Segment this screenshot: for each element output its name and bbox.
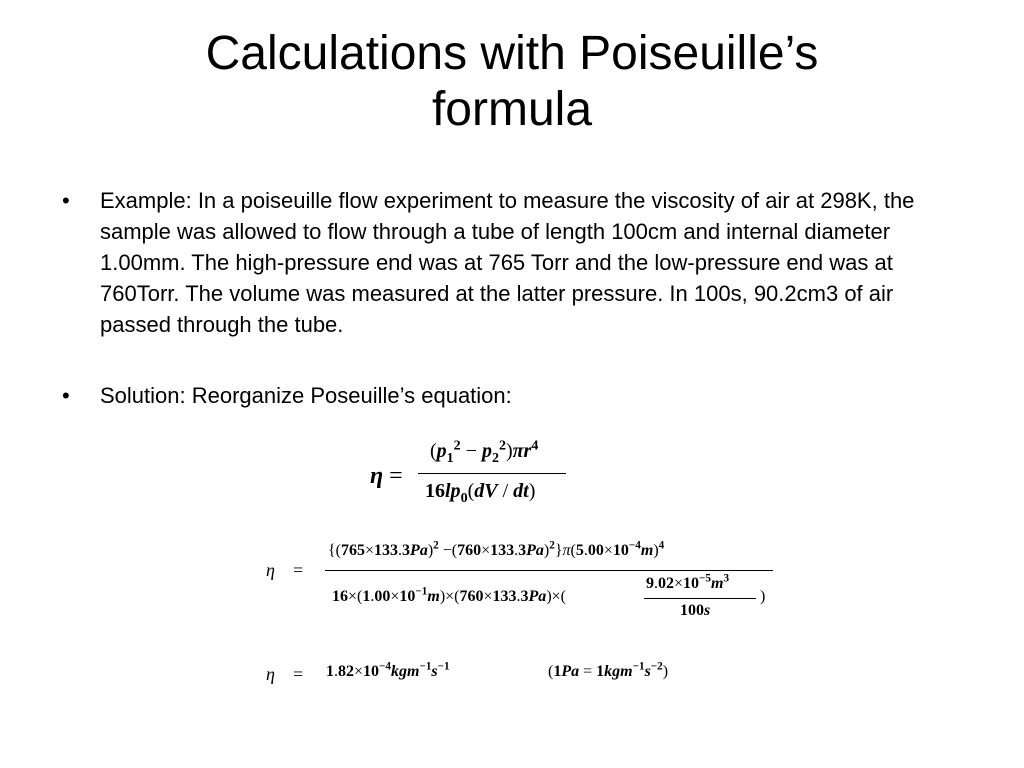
slide-title [0,26,1024,138]
bullet-text-example: Example: In a poiseuille flow experiment to measure the viscosity of air at 298K, the sample was allowed to flow through a tube of length 100cm and internal diameter 1.00mm. The high-pressure end was at 765 Torr and the low-pressure end was at 760Torr. The volume was measured at the latter pressure. In 100s, 90.2cm3 of air passed through the tube. [100,188,915,337]
bullet-list [62,185,962,411]
bullet-marker: • [62,188,70,213]
bullet-marker: • [62,383,70,408]
slide-title-line-2: formula [431,83,593,136]
bullet-solution [62,380,962,411]
bullet-example [62,185,962,340]
slide-title-line-1: Calculations with Poiseuille’s [205,27,819,80]
bullet-text-solution: Solution: Reorganize Poseuille’s equation: [100,383,512,408]
